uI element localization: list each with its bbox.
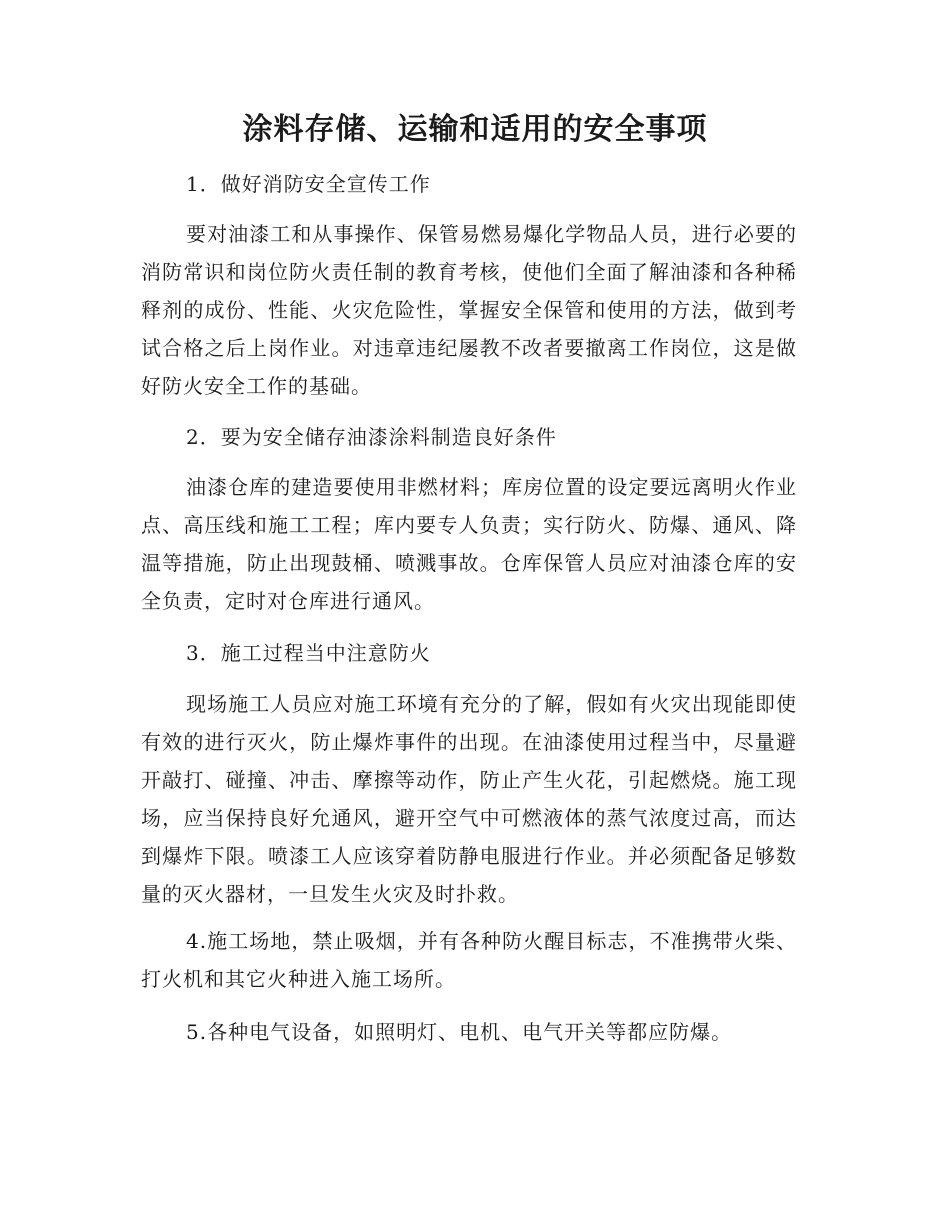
- section-heading-3: 3．施工过程当中注意防火: [186, 641, 431, 665]
- section-body-1: 要对油漆工和从事操作、保管易燃易爆化学物品人员，进行必要的消防常识和岗位防火责任制的教育考核，使他们全面了解油漆和各种稀释剂的成份、性能、火灾危险性，掌握安全保管和使用的方法，做到考试合格之后上岗作业。对违章违纪屡教不改者要撤离工作岗位，这是做好防火安全工作的基础。: [141, 222, 797, 398]
- list-item-5: 5.各种电气设备，如照明灯、电机、电气开关等都应防爆。: [186, 1020, 733, 1044]
- section-heading-2: 2．要为安全储存油漆涂料制造良好条件: [186, 425, 557, 449]
- section-body-3: 现场施工人员应对施工环境有充分的了解，假如有火灾出现能即使有效的进行灭火，防止爆炸事件的出现。在油漆使用过程当中，尽量避开敲打、碰撞、冲击、摩擦等动作，防止产生火花，引起燃烧。施工现场，应当保持良好允通风，避开空气中可燃液体的蒸气浓度过高，而达到爆炸下限。喷漆工人应该穿着防静电服进行作业。并必须配备足够数量的灭火器材，一旦发生火灾及时扑救。: [141, 692, 797, 906]
- list-item-4: 4.施工场地，禁止吸烟，并有各种防火醒目标志，不准携带火柴、打火机和其它火种进入施工场所。: [141, 929, 797, 991]
- document-title: 涂料存储、运输和适用的安全事项: [242, 112, 708, 147]
- section-body-2: 油漆仓库的建造要使用非燃材料；库房位置的设定要远离明火作业点、高压线和施工工程；库内要专人负责；实行防火、防爆、通风、降温等措施，防止出现鼓桶、喷溅事故。仓库保管人员应对油漆仓库的安全负责，定时对仓库进行通风。: [141, 475, 797, 613]
- section-heading-1: 1．做好消防安全宣传工作: [186, 172, 431, 196]
